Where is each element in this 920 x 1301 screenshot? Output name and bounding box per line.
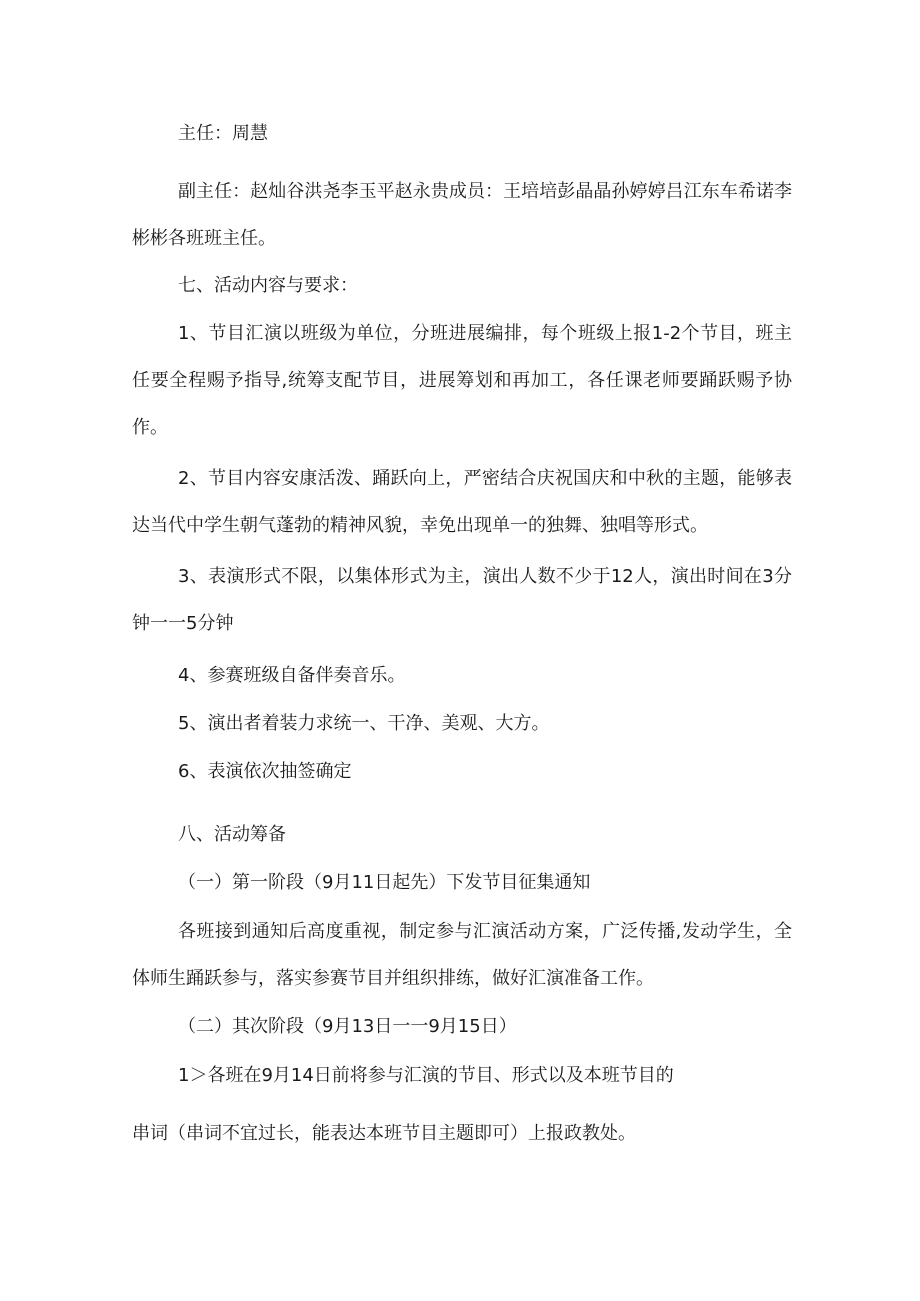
stage-1-body-paragraph: 各班接到通知后高度重视，制定参与汇演活动方案，广泛传播,发动学生，全体师生踊跃参与，落实参赛节目并组织排练，做好汇演准备工作。	[132, 921, 792, 989]
stage-2-heading: （二）其次阶段（9月13日一一9月15日）	[178, 1016, 517, 1037]
requirement-1-paragraph: 1、节目汇演以班级为单位，分班进展编排，每个班级上报1-2个节目，班主任要全程赐予指导,统筹支配节目，进展筹划和再加工，各任课老师要踊跃赐予协作。	[132, 323, 792, 438]
section-7-heading: 七、活动内容与要求：	[178, 275, 358, 296]
stage-2-item-1-line-1: 1＞各班在9月14日前将参与汇演的节目、形式以及本班节目的	[178, 1065, 674, 1086]
requirement-3-paragraph: 3、表演形式不限，以集体形式为主，演出人数不少于12人，演出时间在3分钟一一5分钟	[132, 566, 792, 634]
stage-1-heading: （一）第一阶段（9月11日起先）下发节目征集通知	[178, 872, 591, 893]
director-line: 主任：周慧	[178, 123, 268, 144]
requirement-2-paragraph: 2、节目内容安康活泼、踊跃向上，严密结合庆祝国庆和中秋的主题，能够表达当代中学生朝气蓬勃的精神风貌，幸免出现单一的独舞、独唱等形式。	[132, 468, 792, 536]
deputy-and-members-paragraph: 副主任：赵灿谷洪尧李玉平赵永贵成员：王培培彭晶晶孙婷婷吕江东车希诺李彬彬各班班主任。	[132, 181, 792, 249]
requirement-4-paragraph: 4、参赛班级自备伴奏音乐。	[178, 665, 406, 686]
stage-2-item-1-line-2: 串词（串词不宜过长，能表达本班节目主题即可）上报政教处。	[132, 1123, 636, 1144]
requirement-6-paragraph: 6、表演依次抽签确定	[178, 761, 352, 782]
section-8-heading: 八、活动筹备	[178, 824, 286, 845]
requirement-5-paragraph: 5、演出者着装力求统一、干净、美观、大方。	[178, 713, 550, 734]
